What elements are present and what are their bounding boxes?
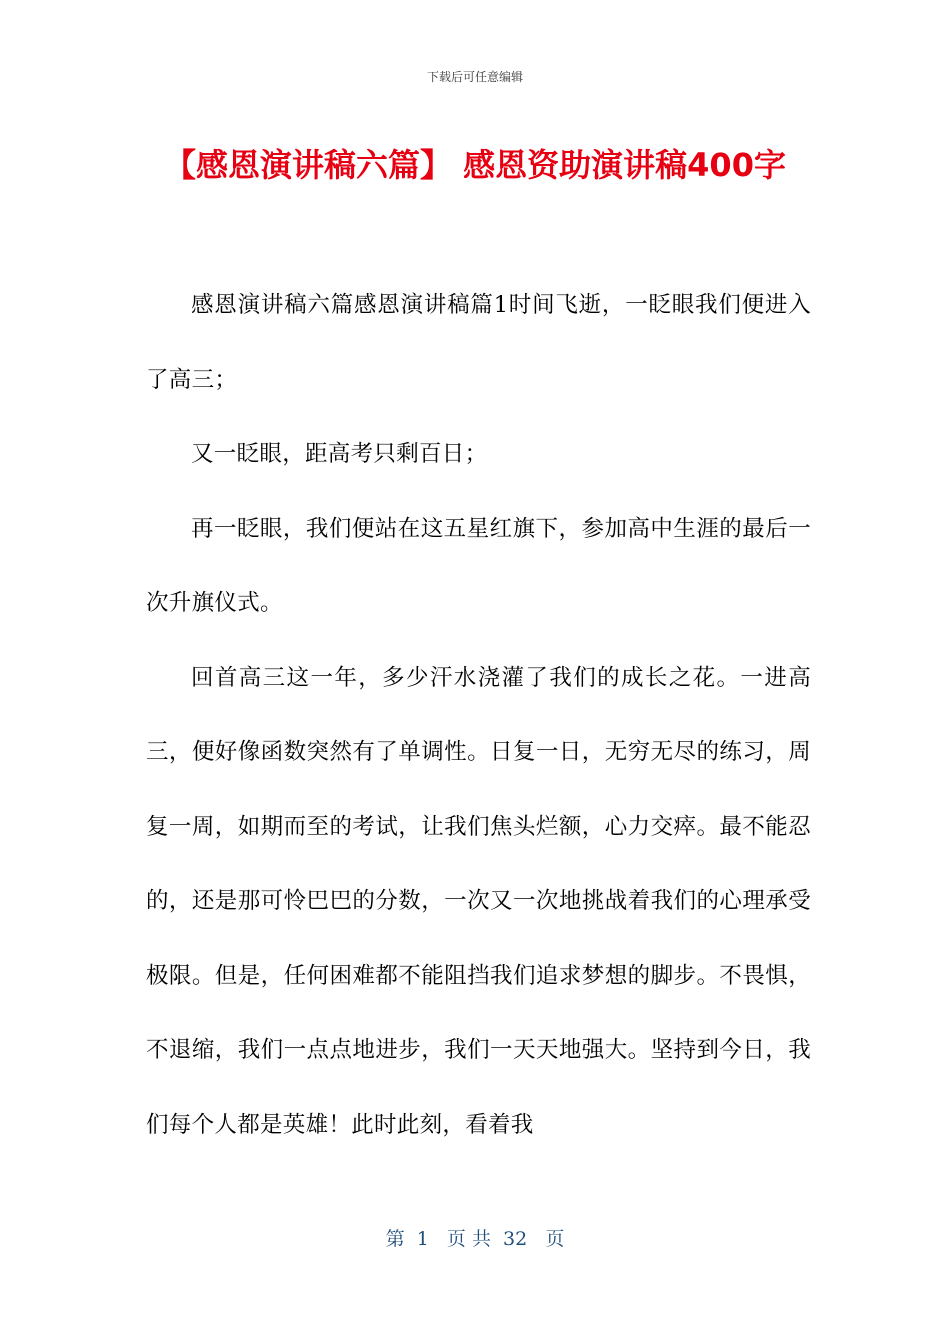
paragraph: 感恩演讲稿六篇感恩演讲稿篇1时间飞逝，一眨眼我们便进入了高三；: [146, 292, 811, 393]
paragraph: 回首高三这一年，多少汗水浇灌了我们的成长之花。一进高三，便好像函数突然有了单调性。日复一日，无穷无尽的练习，周复一周，如期而至的考试，让我们焦头烂额，心力交瘁。最不能忍的，还是那可怜巴巴的分数，一次又一次地挑战着我们的心理承受极限。但是，任何困难都不能阻挡我们追求梦想的脚步。不畏惧，不退缩，我们一点点地进步，我们一天天地强大。坚持到今日，我们每个人都是英雄！此时此刻，看着我: [146, 664, 811, 1138]
header-note: 下载后可任意编辑: [426, 70, 523, 84]
paragraph: 再一眨眼，我们便站在这五星红旗下，参加高中生涯的最后一次升旗仪式。: [146, 515, 811, 616]
document-title: 【感恩演讲稿六篇】 感恩资助演讲稿400字: [164, 146, 786, 184]
document-body: [146, 268, 811, 1162]
page-footer: 第 1 页 共 32 页: [385, 1228, 565, 1250]
paragraph: 又一眨眼，距高考只剩百日；: [191, 441, 488, 467]
